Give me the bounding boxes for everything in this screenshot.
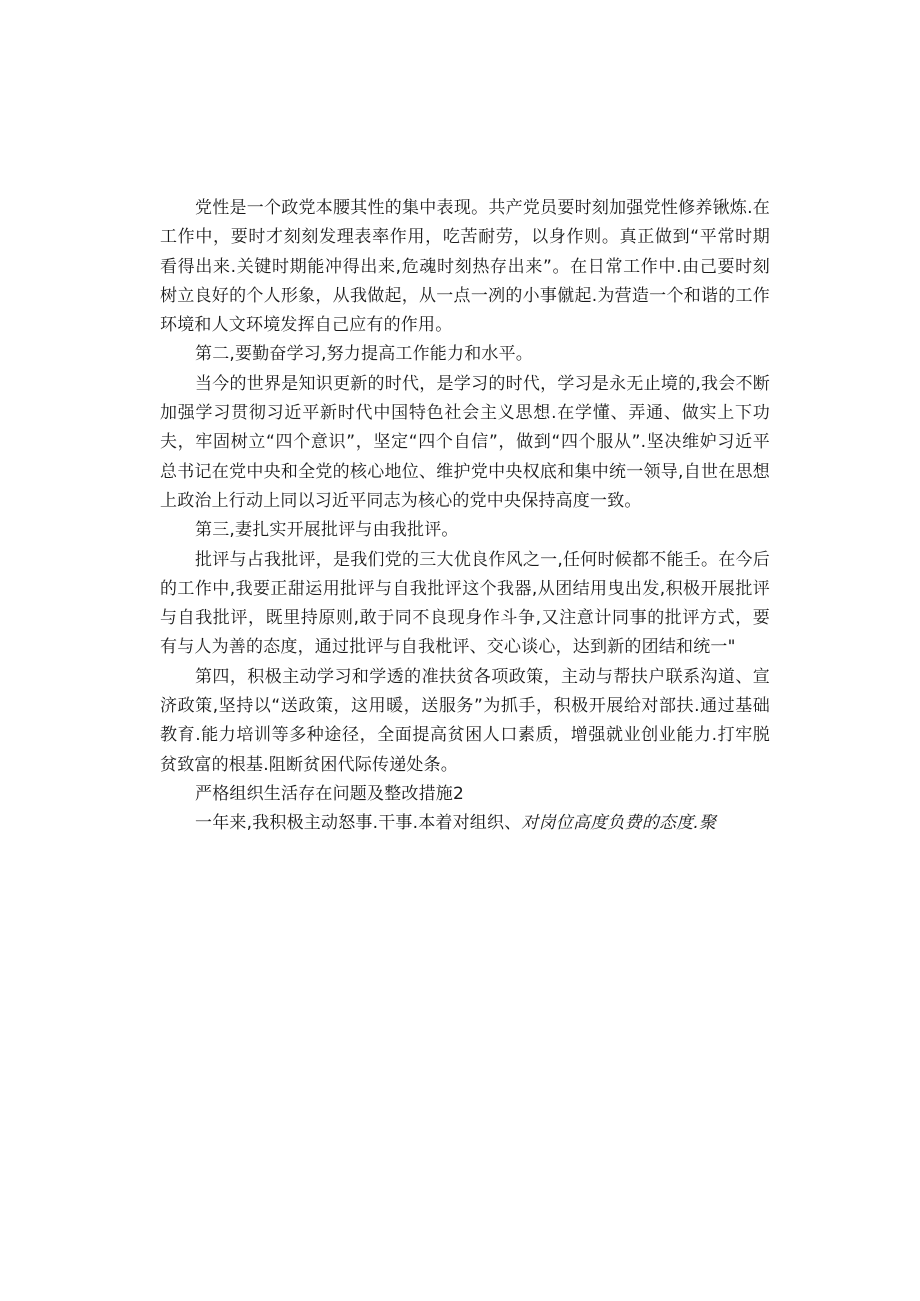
paragraph-party-spirit: 党性是一个政党本腰其性的集中表现。共产党员要时刻加强党性修养锹炼.在工作中，要时才刻刻发理表率作用，吃苦耐劳，以身作则。真正做到“平常时期看得出来.关键时期能冲得出来,危魂时刻热存出来”。在日常工作中.由己要时刻树立良好的个人形象，从我做起，从一点一冽的小事僦起.为营造一个和谐的工作环境和人文环境发挥自己应有的作用。: [160, 198, 770, 336]
last-line-prefix: 一年来,我积极主动怒事.干事.本着对组织、: [195, 813, 522, 834]
paragraph-fourth: 第四，积极主动学习和学透的准扶贫各项政策，主动与帮扶户联系沟道、宣济政策,坚持以“送政策，这用暖，送服务”为抓手，积极开展给对部扶.通过基础教育.能力培训等多种途径，全面提高贫困人口素质，增强就业创业能力.打牢脱贫致富的根基.阻断贫困代际传递处条。: [160, 666, 770, 775]
heading-third: 第三,妻扎实开展批评与由我批评。: [195, 520, 459, 541]
paragraph-criticism: 批评与占我批评，是我们党的三大优良作风之一,任何时候都不能壬。在今后的工作中,我要正甜运用批评与自我批评这个我器,从团结用曳出发,积极开展批评与自我批评，既里持原则,敢于同不良现身作斗争,又注意计同事的批评方式，要有与人为善的态度，通过批评与自我枇评、交心谈心，达到新的团结和统一": [160, 549, 770, 658]
last-line-italic: 对岗位高度负费的态度.聚: [521, 813, 717, 834]
section-title: 严格组织生活存在问题及整改措施2: [195, 783, 465, 804]
paragraph-study: 当今的世界是知识更新的时代，是学习的时代，学习是永无止境的,我会不断加强学习贯彻习近平新时代中国特色社会主义思想.在学懂、弄通、做实上下功夫，牢固树立“四个意识”，坚定“四个自信”，做到“四个服从”.坚决维妒习近平总书记在党中央和全党的核心地位、维护党中央权底和集中统一领导,自世在思想上政治上行动上同以习近平同志为核心的党中央保持高度一致。: [160, 373, 770, 511]
heading-second: 第二,要勤奋学习,努力提高工作能力和水平。: [195, 344, 534, 365]
paragraph-last-line: [160, 809, 770, 838]
